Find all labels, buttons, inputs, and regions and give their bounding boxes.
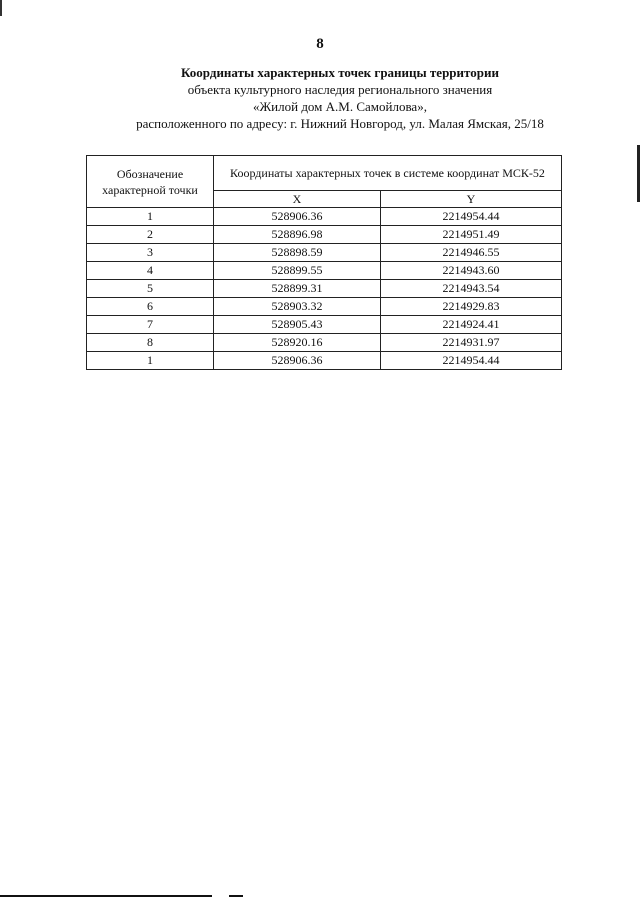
point-number: 7 [87,316,214,334]
y-coordinate: 2214946.55 [381,244,562,262]
x-coordinate: 528899.31 [214,280,381,298]
table-row [87,226,562,244]
point-number: 1 [87,208,214,226]
x-coordinate: 528906.36 [214,352,381,370]
table-row [87,244,562,262]
x-coordinate: 528898.59 [214,244,381,262]
column-header-coordinate-system: Координаты характерных точек в системе координат МСК-52 [214,156,562,191]
heading-title: Координаты характерных точек границы территории [181,65,499,80]
footer-rule [0,895,212,897]
column-header-x: X [214,191,381,208]
y-coordinate: 2214954.44 [381,208,562,226]
x-coordinate: 528920.16 [214,334,381,352]
x-coordinate: 528905.43 [214,316,381,334]
table-row [87,280,562,298]
y-coordinate: 2214951.49 [381,226,562,244]
y-coordinate: 2214931.97 [381,334,562,352]
column-header-point: Обозначение характерной точки [87,156,214,208]
y-coordinate: 2214924.41 [381,316,562,334]
table-row [87,316,562,334]
point-number: 8 [87,334,214,352]
point-number: 4 [87,262,214,280]
table-row [87,334,562,352]
y-coordinate: 2214943.60 [381,262,562,280]
table-row [87,262,562,280]
x-coordinate: 528903.32 [214,298,381,316]
heading-line: объекта культурного наследия регионального значения [187,82,493,97]
heading-line: «Жилой дом А.М. Самойлова», [253,99,427,114]
point-number: 2 [87,226,214,244]
x-coordinate: 528896.98 [214,226,381,244]
point-number: 3 [87,244,214,262]
document-heading [0,64,640,132]
y-coordinate: 2214929.83 [381,298,562,316]
footer-rule [229,895,243,897]
table-row [87,352,562,370]
coordinates-table [86,155,562,370]
column-header-y: Y [381,191,562,208]
point-number: 5 [87,280,214,298]
heading-address: расположенного по адресу: г. Нижний Новгород, ул. Малая Ямская, 25/18 [136,116,544,131]
point-number: 6 [87,298,214,316]
scan-edge-mark [0,0,2,16]
point-number: 1 [87,352,214,370]
y-coordinate: 2214954.44 [381,352,562,370]
x-coordinate: 528906.36 [214,208,381,226]
table-row [87,298,562,316]
x-coordinate: 528899.55 [214,262,381,280]
page-number: 8 [316,36,324,52]
y-coordinate: 2214943.54 [381,280,562,298]
table-row [87,208,562,226]
